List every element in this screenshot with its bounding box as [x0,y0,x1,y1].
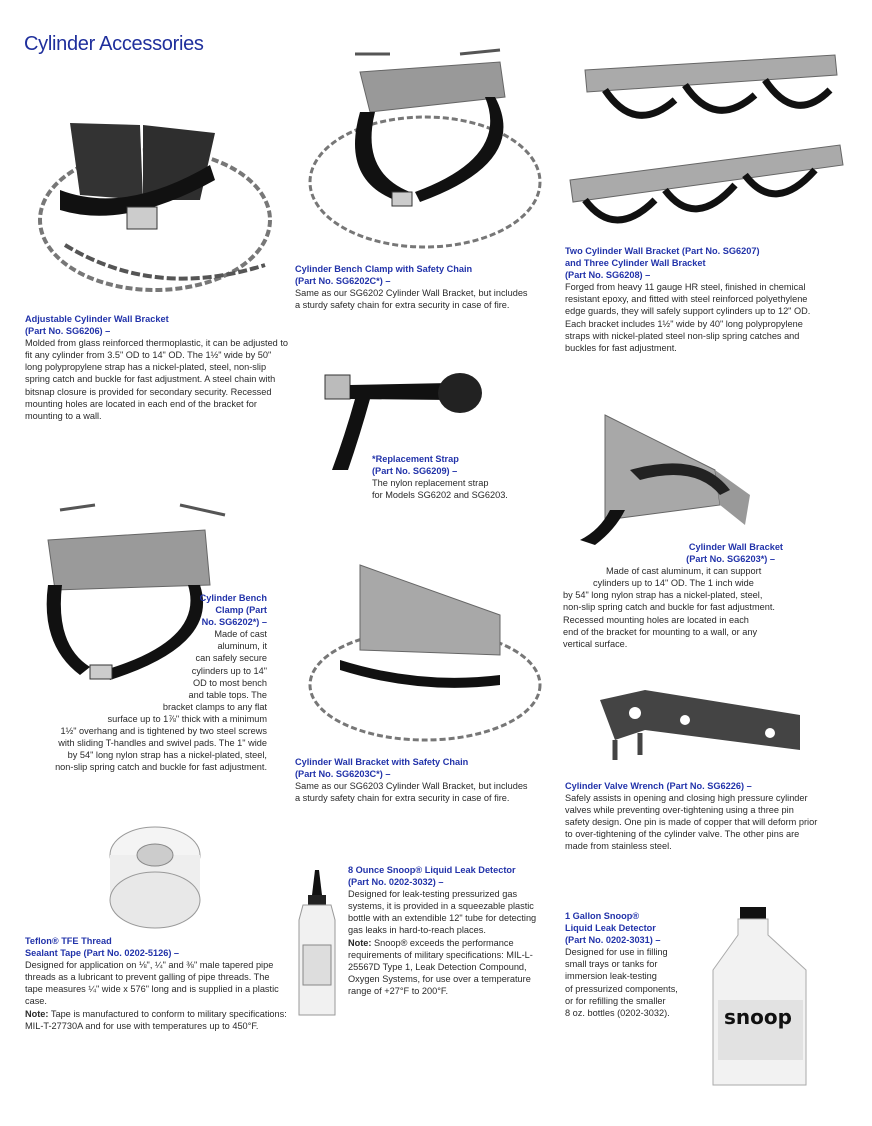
description-line: Designed for use in filling [565,947,668,958]
snoop-label-text: snoop [724,1005,792,1029]
description-line: surface up to 1⅞" thick with a minimum [107,713,267,724]
product-description-line: for Models SG6202 and SG6203. [372,490,508,501]
product-description: Same as our SG6203 Cylinder Wall Bracket, but includes a sturdy safety chain for extra security in case of fire. [295,781,528,804]
product-description: Designed for leak-testing pressurized gas systems, it is provided in a squeezable plastic bottle with an extendible 12" tube for detecting gas leaks in hard-to-reach places. [348,889,537,936]
product-heading: Teflon® TFE Thread [25,936,112,946]
part-number: (Part No. SG6202C*) – [295,276,391,287]
page-title: Cylinder Accessories [24,33,204,55]
product-sg6202 [22,592,267,773]
description-line: OD to most bench [192,677,267,688]
product-sg6203c [295,756,535,804]
wall-bracket-safety-chain-image [300,545,555,745]
product-heading: Adjustable Cylinder Wall Bracket [25,314,169,324]
description-line: Recessed mounting holes are located in each [563,614,749,625]
product-sg6203 [563,541,813,650]
description-line: 1½" overhang and is tightened by two steel screws [60,726,267,737]
product-description: Safely assists in opening and closing high pressure cylinder valves while preventing over-tightening using a three pin safety design. One pin is made of copper that will deform prior to over-tightening of the cylinder valve. The other pins are made from stainless steel. [565,793,818,852]
product-heading-2: and Three Cylinder Wall Bracket [565,258,706,269]
description-line: can safely secure [195,653,267,664]
part-number: (Part No. 0202-3031) – [565,935,661,946]
product-0202-5126 [25,935,287,1032]
note-label: Note: [25,1008,49,1019]
product-heading: 1 Gallon Snoop® [565,911,640,921]
cylinder-wall-bracket-image [570,410,820,545]
description-line: immersion leak-testing [565,971,657,982]
note-text: Tape is manufactured to conform to military specifications: MIL-T-27730A and for use with temperatures up to 450°F. [25,1008,287,1031]
part-number: No. SG6202*) – [201,617,267,628]
description-line: cylinders up to 14" OD. The 1 inch wide [593,578,754,589]
product-heading-2: Clamp (Part [215,605,267,616]
description-line: Made of cast aluminum, it can support [606,566,762,577]
part-number: (Part No. SG6209) – [372,466,458,477]
part-number: (Part No. 0202-3032) – [348,877,444,888]
multi-cylinder-wall-bracket-image [565,40,850,235]
valve-wrench-image [595,685,805,770]
description-line: non-slip spring catch and buckle for fast adjustment. [55,762,267,773]
product-heading-2: Liquid Leak Detector [565,923,656,934]
description-line: by 54" long nylon strap has a nickel-plated, steel, [563,590,763,601]
product-sg6206 [25,313,290,422]
part-number: (Part No. SG6203*) – [686,554,775,565]
description-line: bracket clamps to any flat [162,701,267,712]
product-description: Same as our SG6202 Cylinder Wall Bracket, but includes a sturdy safety chain for extra security in case of fire. [295,288,528,311]
description-line: small trays or tanks for [565,959,658,970]
product-note [348,937,543,997]
description-line: cylinders up to 14" [191,665,267,676]
product-sg6226 [565,780,820,853]
product-0202-3032 [348,864,543,997]
product-description: Forged from heavy 11 gauge HR steel, finished in chemical resistant epoxy, and fitted with steel reinforced polyethylene edge guards, they will safely support cylinders up to 12" OD. Each bracket includes 1½" wide by 40" long polypropylene straps with nickel-plated steel non-slip spring catches and buckles for fast adjustment. [565,282,811,353]
description-line: with sliding T-handles and swivel pads. The 1" wide [58,738,267,749]
description-line: vertical surface. [563,638,628,649]
description-line: aluminum, it [217,641,267,652]
product-heading: Cylinder Wall Bracket with Safety Chain [295,757,469,767]
description-line: or for refilling the smaller [565,995,666,1006]
description-line: of pressurized components, [565,983,678,994]
description-line: end of the bracket for mounting to a wall, or any [563,626,758,637]
snoop-gallon-jug-image [708,905,813,1090]
product-note [25,1008,287,1032]
part-number: (Part No. SG6203C*) – [295,769,391,780]
product-heading: Cylinder Valve Wrench (Part No. SG6226) – [565,781,752,791]
product-heading: Cylinder Bench [199,593,267,603]
bench-clamp-safety-chain-image [300,42,555,257]
product-heading: *Replacement Strap [372,454,459,464]
adjustable-wall-bracket-image [25,95,295,300]
product-heading: Cylinder Wall Bracket [688,542,783,552]
snoop-8oz-bottle-image [295,870,340,1020]
product-sg6209 [372,453,552,501]
teflon-tape-image [105,820,205,930]
product-sg6207-sg6208 [565,245,820,354]
part-number: (Part No. SG6208) – [565,270,651,281]
product-0202-3031 [565,910,715,1019]
description-line: by 54" long nylon strap has a nickel-plated, steel, [67,750,267,761]
part-number: Sealant Tape (Part No. 0202-5126) – [25,948,180,959]
description-line: Made of cast [214,629,267,640]
product-heading: 8 Ounce Snoop® Liquid Leak Detector [348,865,516,875]
product-heading: Two Cylinder Wall Bracket (Part No. SG6207) [565,246,760,256]
product-description: Molded from glass reinforced thermoplastic, it can be adjusted to fit any cylinder from 3.5" OD to 14" OD. The 1½" wide by 50" long polypropylene strap has a nickel-plated, steel, non-slip spring catch and buckle for fast adjustment. A steel chain with bitsnap closure is provided for secondary security. Recessed mounting holes are located in each end of the bracket for mounting to a wall. [25,338,288,421]
product-sg6202c [295,263,535,311]
description-line: 8 oz. bottles (0202-3032). [565,1007,670,1018]
note-text: Snoop® exceeds the performance requirements of military specifications: MIL-L-25567D Type 1, Leak Detection Compound, Oxygen Systems, for use over a temperature range of +27°F to 200°F. [348,937,533,996]
product-heading: Cylinder Bench Clamp with Safety Chain [295,264,473,274]
description-line: and table tops. The [188,689,267,700]
product-description-line: The nylon replacement strap [372,478,489,489]
product-description: Designed for application on ⅛", ¼" and ⅜" male tapered pipe threads as a lubricant to prevent galling of pipe threads. The tape measures ¼" wide x 576" long and is supplied in a plastic case. [25,960,279,1007]
note-label: Note: [348,937,372,948]
part-number: (Part No. SG6206) – [25,326,111,337]
description-line: non-slip spring catch and buckle for fast adjustment. [563,602,775,613]
